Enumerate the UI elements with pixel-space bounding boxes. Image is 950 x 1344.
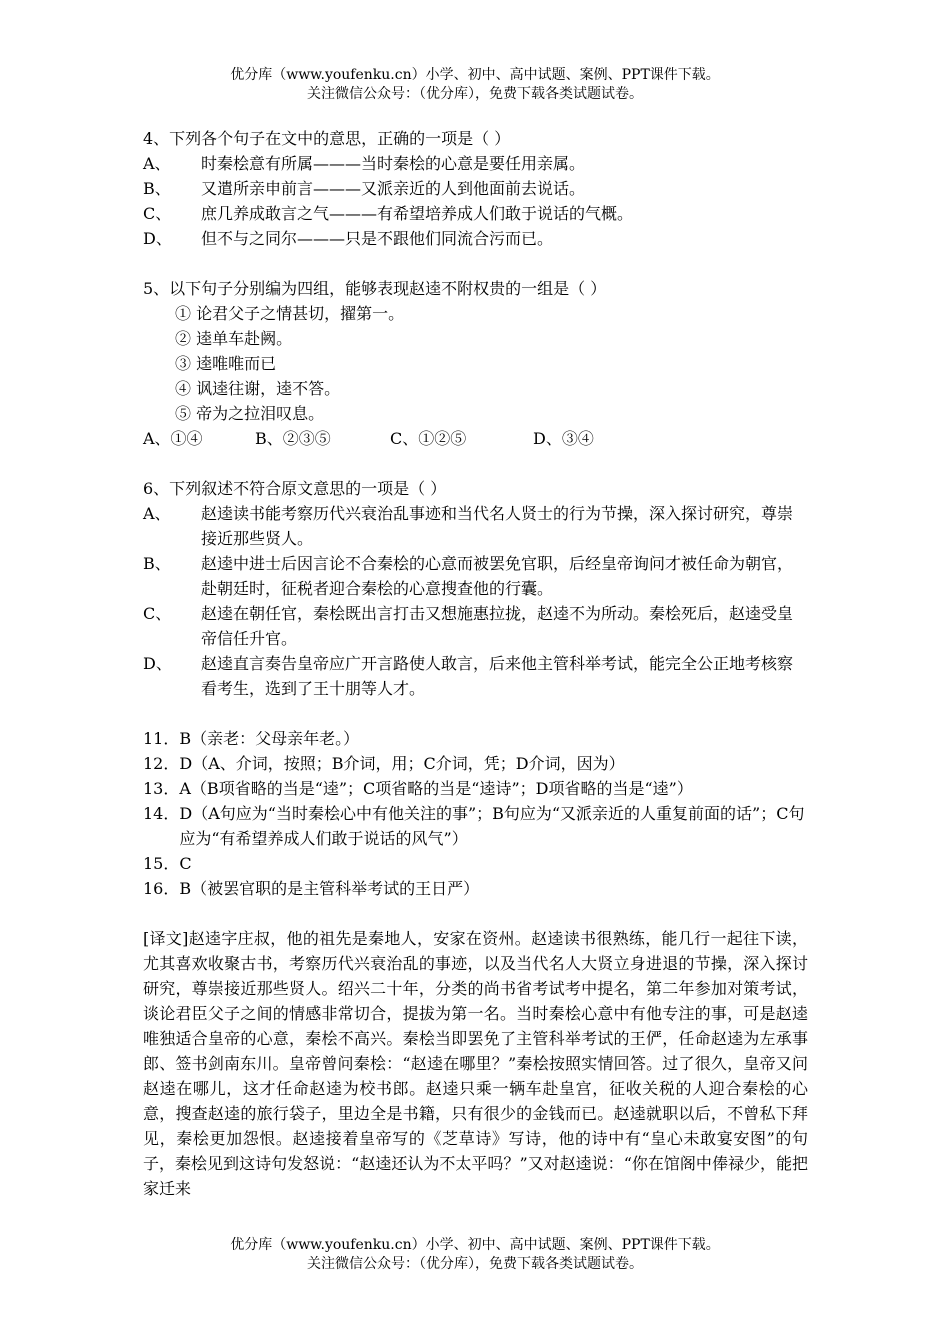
option-key: C、 (143, 604, 172, 623)
footer-line-1: 优分库（www.youfenku.cn）小学、初中、高中试题、案例、PPT课件下载。 (230, 1237, 720, 1253)
question-5-item-5: ⑤ 帝为之拉泪叹息。 (175, 404, 325, 423)
question-6 (143, 476, 808, 701)
answer-number: 11． (143, 729, 180, 748)
question-4-option-a (143, 151, 808, 176)
translation-paragraph: [译文]赵逵字庄叔，他的祖先是秦地人，安家在资州。赵逵读书很熟练，能几行一起往下读，尤其喜欢收聚古书，考察历代兴衰治乱的事迹，以及当代名人大贤立身进退的节操，深入探讨研究，尊崇接近那些贤人。绍兴二十年，分类的尚书省考试考中提名，第二年参加对策考试，谈论君臣父子之间的情感非常切合，提拔为第一名。当时秦桧心意中有他专注的事，可是赵逵唯独适合皇帝的心意，秦桧不高兴。秦桧当即罢免了主管科举考试的王俨，任命赵逵为左承事郎、签书剑南东川。皇帝曾问秦桧：“赵逵在哪里？”秦桧按照实情回答。过了很久，皇帝又问赵逵在哪儿，这才任命赵逵为校书郎。赵逵只乘一辆车赴皇宫，征收关税的人迎合秦桧的心意，搜查赵逵的旅行袋子，里边全是书籍，只有很少的金钱而已。赵逵就职以后，不曾私下拜见，秦桧更加怨恨。赵逵接着皇帝写的《芝草诗》写诗，他的诗中有“皇心未敢宴安图”的句子，秦桧见到这诗句发怒说：“赵逵还认为不太平吗？”又对赵逵说：“你在馆阁中俸禄少，能把家迁来 (143, 929, 808, 1198)
answer-text: A（B项省略的当是“逵”；C项省略的当是“逵诗”；D项省略的当是“逵”） (179, 779, 693, 798)
option-key: C、 (143, 204, 172, 223)
question-5-item-1: ① 论君父子之情甚切，擢第一。 (175, 304, 405, 323)
question-5 (143, 276, 808, 451)
option-text: 但不与之同尔———只是不跟他们同流合污而已。 (201, 229, 554, 248)
spacer (143, 901, 808, 926)
option-key: A、 (143, 154, 171, 173)
option-key: D、 (143, 654, 172, 673)
option-key: A、 (143, 504, 171, 523)
question-5-item-3: ③ 逵唯唯而已 (175, 354, 277, 373)
answer-number: 12． (143, 754, 180, 773)
answer-text: B（亲老：父母亲年老。） (179, 729, 360, 748)
answer-number: 13． (143, 779, 180, 798)
page-header (0, 66, 950, 104)
answer-15 (143, 851, 808, 876)
answer-key (143, 726, 808, 901)
answer-text: C (179, 854, 192, 873)
question-6-option-d (143, 651, 808, 701)
answer-13 (143, 776, 808, 801)
question-6-stem: 6、下列叙述不符合原文意思的一项是（ ） (143, 479, 447, 498)
answer-16 (143, 876, 808, 901)
question-6-option-c (143, 601, 808, 651)
answer-text: B（被罢官职的是主管科举考试的王日严） (179, 879, 480, 898)
answer-12 (143, 751, 808, 776)
option-text: 赵逵在朝任官，秦桧既出言打击又想施惠拉拢，赵逵不为所动。秦桧死后，赵逵受皇帝信任升官。 (201, 604, 794, 648)
header-line-1: 优分库（www.youfenku.cn）小学、初中、高中试题、案例、PPT课件下载。 (230, 67, 720, 83)
spacer (143, 701, 808, 726)
header-line-2: 关注微信公众号：（优分库），免费下载各类试题试卷。 (307, 86, 643, 102)
option-text: 庶几养成敢言之气———有希望培养成人们敢于说话的气概。 (201, 204, 634, 223)
option-text: 赵逵直言奏告皇帝应广开言路使人敢言，后来他主管科举考试，能完全公正地考核察看考生，选到了王十朋等人才。 (201, 654, 794, 698)
answer-number: 15． (143, 854, 180, 873)
question-4-option-c (143, 201, 808, 226)
question-4 (143, 126, 808, 251)
choice-b: B、②③⑤ (255, 429, 331, 448)
answer-11 (143, 726, 808, 751)
answer-number: 16． (143, 879, 180, 898)
option-key: B、 (143, 179, 171, 198)
answer-text: D（A、介词，按照；B介词，用；C介词，凭；D介词，因为） (179, 754, 625, 773)
question-5-choices (143, 426, 808, 451)
choice-c: C、①②⑤ (390, 429, 467, 448)
question-4-option-b (143, 176, 808, 201)
option-key: B、 (143, 554, 171, 573)
question-6-option-b (143, 551, 808, 601)
option-text: 时秦桧意有所属———当时秦桧的心意是要任用亲属。 (201, 154, 586, 173)
page-footer (0, 1236, 950, 1274)
spacer (143, 451, 808, 476)
answer-number: 14． (143, 804, 180, 823)
question-5-stem: 5、以下句子分别编为四组，能够表现赵逵不附权贵的一组是（ ） (143, 279, 607, 298)
option-text: 赵逵读书能考察历代兴衰治乱事迹和当代名人贤士的行为节操，深入探讨研究，尊崇接近那些贤人。 (201, 504, 794, 548)
question-6-option-a (143, 501, 808, 551)
question-5-item-2: ② 逵单车赴阙。 (175, 329, 293, 348)
answer-14 (143, 801, 808, 851)
spacer (143, 251, 808, 276)
question-4-stem: 4、下列各个句子在文中的意思，正确的一项是（ ） (143, 129, 511, 148)
choice-d: D、③④ (533, 429, 594, 448)
option-text: 又遣所亲申前言———又派亲近的人到他面前去说话。 (201, 179, 586, 198)
footer-line-2: 关注微信公众号：（优分库），免费下载各类试题试卷。 (307, 1256, 643, 1272)
question-4-option-d (143, 226, 808, 251)
answer-text: D（A句应为“当时秦桧心中有他关注的事”；B句应为“又派亲近的人重复前面的话”；C句应为“有希望养成人们敢于说话的风气”） (179, 804, 805, 848)
question-5-item-4: ④ 讽逵往谢，逵不答。 (175, 379, 341, 398)
option-key: D、 (143, 229, 172, 248)
document-body (143, 126, 808, 1201)
choice-a: A、①④ (143, 429, 203, 448)
option-text: 赵逵中进士后因言论不合秦桧的心意而被罢免官职，后经皇帝询问才被任命为朝官，赴朝廷时，征税者迎合秦桧的心意搜查他的行囊。 (201, 554, 794, 598)
